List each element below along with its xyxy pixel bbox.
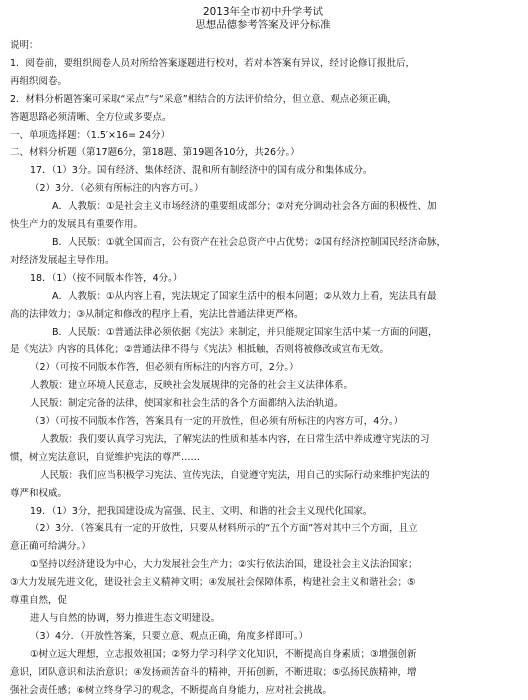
q19-part-2-answer-line-1: ①坚持以经济建设为中心，大力发展社会生产力；②实行依法治国，建设社会主义法治国家； xyxy=(30,559,418,571)
q18-version-a-line-2: 高的法律效力；③从制定和修改的程序上看，宪法比普通法律更严格。 xyxy=(10,308,304,320)
note-1-line-2: 再组织阅卷。 xyxy=(10,75,68,87)
section-2-heading: 二、材料分析题（第17题6分，第18题、第19题各10分，共26分。） xyxy=(10,147,300,159)
q17-version-b-line-1: B．人民版：①就全国而言，公有资产在社会总资产中占优势；②国有经济控制国民经济命脉， xyxy=(52,236,447,248)
q18-part-2-heading: （2）（可按不同版本作答，但必须有所标注的内容方可，2分。） xyxy=(30,362,299,374)
q19-part-2-answer-line-3: 尊重自然，促 xyxy=(10,595,68,607)
q19-part-3-answer-line-3: 强社会责任感；⑥树立终身学习的观念，不断提高自身能力，应对社会挑战。 xyxy=(10,684,333,696)
q17-part-2-heading: （2）3分．（必须有所标注的内容方可。） xyxy=(30,183,204,195)
q18-version-b-line-2: 是《宪法》内容的具体化；②普通法律不得与《宪法》相抵触，否则将被修改或宣布无效。 xyxy=(10,344,390,356)
q19-part-2-answer-line-4: 进人与自然的协调，努力推进生态文明建设。 xyxy=(30,613,221,624)
q18-part-2-renjiao: 人教版：建立环境人民意志，反映社会发展规律的完备的社会主义法律体系。 xyxy=(30,380,354,392)
q19-part-1: 19．（1）3分，把我国建设成为富强、民主、文明、和谐的社会主义现代化国家。 xyxy=(30,505,373,517)
q19-part-2-heading-line-2: 意正确可给满分。） xyxy=(10,541,91,553)
q18-part-1-heading: 18．（1）（按不同版本作答，4分。） xyxy=(30,272,183,284)
q18-part-3-renmin-line-2: 尊严和权威。 xyxy=(10,487,68,499)
q19-part-3-heading: （3）4分．（开放性答案，只要立意、观点正确，角度多样即可。） xyxy=(30,630,309,642)
q18-part-3-renmin-line-1: 人民版：我们应当积极学习宪法、宣传宪法，自觉遵守宪法，用自己的实际行动来维护宪法的 xyxy=(40,469,430,481)
note-1-line-1: 1．阅卷前，要组织阅卷人员对所给答案逐题进行校对，若对本答案有异议，经讨论修订报批后， xyxy=(10,57,416,69)
note-2-line-1: 2．材料分析题答案可采取“采点”与“采意”相结合的方法评价给分，但立意、观点必须正确， xyxy=(10,93,397,105)
q17-version-b-line-2: 对经济发展起主导作用。 xyxy=(10,254,115,266)
q19-part-3-answer-line-2: 意识，团队意识和法治意识；④发扬顽苦奋斗的精神，开拓创新，不断进取；⑤弘扬民族精神，增 xyxy=(10,666,417,678)
q19-part-2-answer-line-2: ③大力发展先进文化，建设社会主义精神文明；④发展社会保障体系，构建社会主义和谐社会；⑤ xyxy=(10,577,416,589)
q19-part-3-answer-line-1: ①树立远大理想，立志报效祖国；②努力学习科学文化知识，不断提高自身素质；③增强创新 xyxy=(30,648,417,660)
q18-part-3-renjiao-line-1: 人教版：我们要认真学习宪法，了解宪法的性质和基本内容，在日常生活中养成遵守宪法的习 xyxy=(40,433,430,445)
document-subtitle: 思想品德参考答案及评分标准 xyxy=(195,19,331,31)
q18-version-b-line-1: B．人民版：①普通法律必须依据《宪法》来制定，并只能规定国家生活中某一方面的问题， xyxy=(52,326,438,338)
section-1-heading: 一、单项选择题：（1.5′×16= 24分） xyxy=(10,129,171,141)
document-title: 2013年全市初中升学考试 xyxy=(203,6,323,18)
q19-part-2-heading-line-1: （2）3分．（答案具有一定的开放性，只要从材料所示的“五个方面”答对其中三个方面，且立 xyxy=(30,523,418,535)
note-heading: 说明： xyxy=(10,40,39,51)
q18-part-2-renmin: 人民版：制定完备的法律，使国家和社会生活的各个方面都纳入法治轨道。 xyxy=(30,398,344,410)
q18-version-a-line-1: A．人教版：①从内容上看，宪法规定了国家生活中的根本问题；②从效力上看，宪法具有最 xyxy=(52,290,437,302)
q17-version-a-line-1: A．人教版：①是社会主义市场经济的重要组成部分；②对充分调动社会各方面的积极性、加 xyxy=(52,201,437,213)
q18-part-3-heading: （3）（可按不同版本作答，答案具有一定的开放性，但必须有所标注的内容方可，4分。） xyxy=(30,416,404,428)
q17-version-a-line-2: 快生产力的发展具有重要作用。 xyxy=(10,219,144,231)
q18-part-3-renjiao-line-2: 惯，树立宪法意识，自觉维护宪法的尊严…… xyxy=(10,451,201,463)
note-2-line-2: 答题思路必须清晰、全方位或多要点。 xyxy=(10,111,172,123)
q17-part-1: 17．（1）3分。国有经济、集体经济、混和所有制经济中的国有成分和集体成分。 xyxy=(30,165,373,177)
